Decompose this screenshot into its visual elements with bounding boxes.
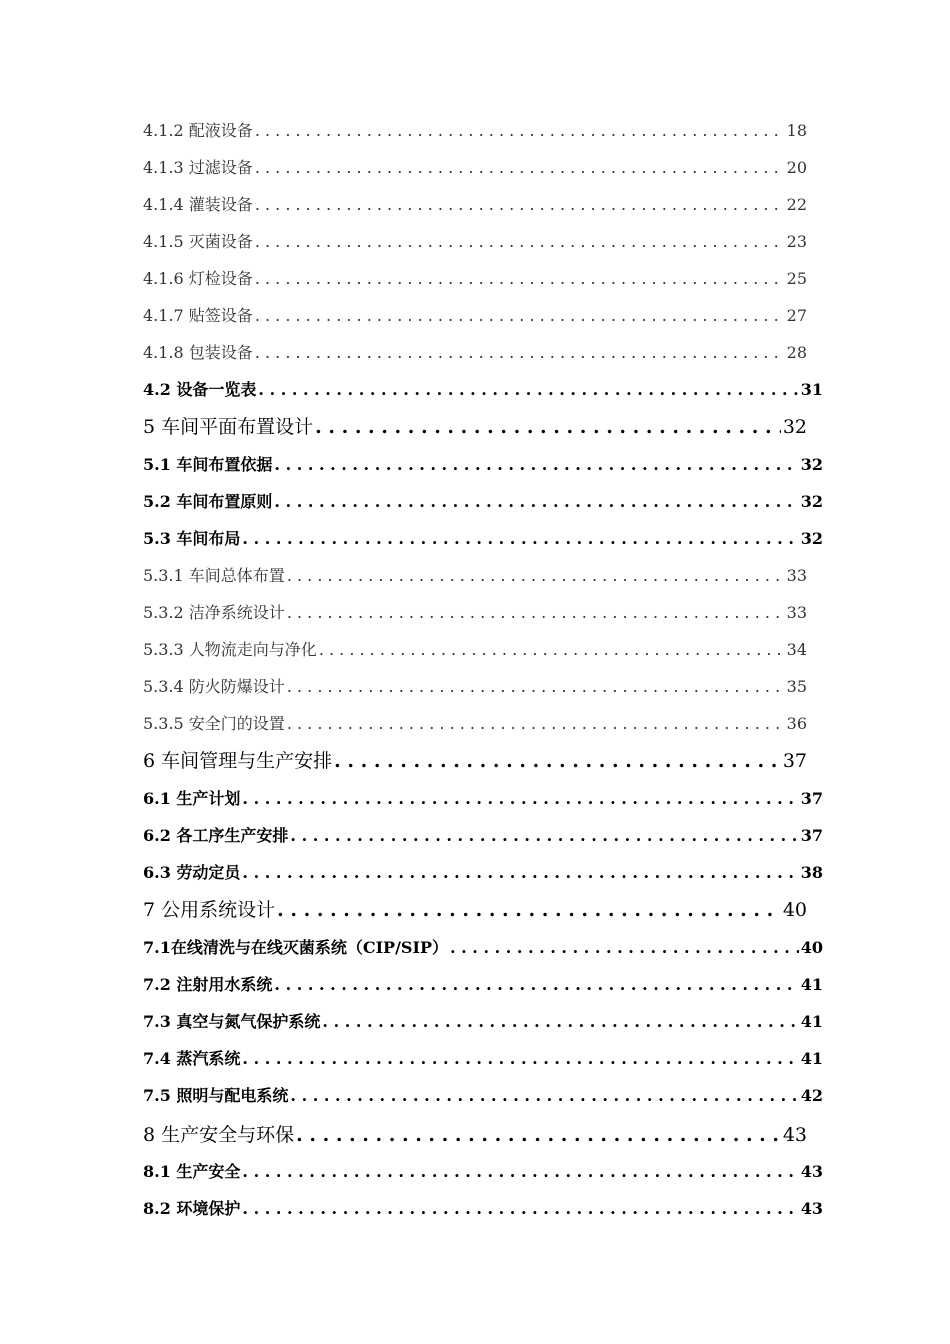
toc-entry	[143, 563, 807, 586]
toc-entry	[143, 823, 823, 846]
toc-page-number: 43	[800, 1199, 823, 1218]
toc-entry	[143, 600, 807, 623]
toc-page-number: 25	[786, 269, 807, 288]
toc-entry	[143, 1159, 823, 1182]
toc-entry-label: 7.2 注射用水系统	[143, 975, 273, 994]
toc-leader-dots	[287, 714, 785, 733]
toc-entry-label: 5.1 车间布置依据	[143, 455, 273, 474]
toc-chapter-entry	[143, 1120, 807, 1147]
toc-page-number: 42	[800, 1086, 823, 1105]
toc-leader-dots	[242, 1162, 798, 1181]
toc-leader-dots	[274, 975, 798, 994]
toc-entry-label: 8 生产安全与环保	[143, 1124, 295, 1146]
toc-leader-dots	[296, 1124, 781, 1146]
toc-entry	[143, 118, 807, 141]
toc-leader-dots	[322, 1012, 798, 1031]
toc-page-number: 32	[782, 416, 807, 438]
toc-leader-dots	[255, 343, 785, 362]
toc-entry-label: 7.1在线清洗与在线灭菌系统（CIP/SIP）	[143, 938, 449, 957]
toc-chapter-entry	[143, 412, 807, 439]
toc-entry-label: 5.3 车间布局	[143, 529, 241, 548]
toc-entry-label: 4.2 设备一览表	[143, 380, 257, 399]
toc-page-number: 41	[800, 975, 823, 994]
toc-entry	[143, 935, 823, 958]
toc-leader-dots	[334, 750, 781, 772]
toc-entry	[143, 229, 807, 252]
toc-entry-label: 7 公用系统设计	[143, 899, 276, 921]
toc-entry	[143, 1046, 823, 1069]
toc-leader-dots	[287, 566, 785, 585]
toc-entry-label: 5.3.3 人物流走向与净化	[143, 640, 317, 659]
toc-leader-dots	[255, 195, 785, 214]
toc-page-number: 37	[782, 750, 807, 772]
toc-leader-dots	[287, 677, 785, 696]
toc-entry-label: 4.1.2 配液设备	[143, 121, 253, 140]
toc-page-number: 32	[800, 455, 823, 474]
toc-leader-dots	[274, 492, 798, 511]
toc-entry	[143, 674, 807, 697]
toc-leader-dots	[242, 529, 798, 548]
toc-page-number: 18	[786, 121, 807, 140]
toc-entry-label: 6 车间管理与生产安排	[143, 750, 333, 772]
toc-entry	[143, 377, 823, 400]
toc-entry	[143, 711, 807, 734]
toc-leader-dots	[450, 938, 799, 957]
toc-page-number: 43	[782, 1124, 807, 1146]
toc-page-number: 28	[786, 343, 807, 362]
toc-leader-dots	[290, 1086, 798, 1105]
toc-page-number: 38	[800, 863, 823, 882]
toc-entry-label: 5.3.5 安全门的设置	[143, 714, 285, 733]
toc-entry	[143, 972, 823, 995]
toc-page-number: 23	[786, 232, 807, 251]
toc-entry-label: 5 车间平面布置设计	[143, 416, 314, 438]
toc-entry-label: 4.1.7 贴签设备	[143, 306, 253, 325]
toc-page-number: 33	[786, 566, 807, 585]
toc-entry-label: 7.4 蒸汽系统	[143, 1049, 241, 1068]
toc-entry-label: 6.1 生产计划	[143, 789, 241, 808]
toc-entry	[143, 452, 823, 475]
toc-leader-dots	[258, 380, 798, 399]
toc-leader-dots	[255, 158, 785, 177]
toc-entry	[143, 860, 823, 883]
toc-entry	[143, 340, 807, 363]
toc-leader-dots	[255, 306, 785, 325]
toc-entry-label: 4.1.3 过滤设备	[143, 158, 253, 177]
toc-entry	[143, 786, 823, 809]
toc-page-number: 34	[786, 640, 807, 659]
toc-entry	[143, 192, 807, 215]
toc-page-number: 32	[800, 529, 823, 548]
toc-entry-label: 6.3 劳动定员	[143, 863, 241, 882]
toc-entry	[143, 303, 807, 326]
toc-entry-label: 6.2 各工序生产安排	[143, 826, 289, 845]
toc-page-number: 35	[786, 677, 807, 696]
toc-entry-label: 4.1.6 灯检设备	[143, 269, 253, 288]
toc-leader-dots	[255, 269, 785, 288]
toc-leader-dots	[242, 863, 798, 882]
toc-leader-dots	[290, 826, 798, 845]
toc-leader-dots	[315, 416, 781, 438]
toc-page-number: 41	[800, 1012, 823, 1031]
toc-entry-label: 4.1.8 包装设备	[143, 343, 253, 362]
toc-page-number: 41	[800, 1049, 823, 1068]
toc-page-number: 40	[800, 938, 823, 957]
toc-entry-label: 8.1 生产安全	[143, 1162, 241, 1181]
toc-leader-dots	[242, 789, 798, 808]
toc-entry	[143, 155, 807, 178]
toc-leader-dots	[242, 1199, 798, 1218]
toc-entry	[143, 266, 807, 289]
toc-page-number: 37	[800, 826, 823, 845]
toc-entry	[143, 489, 823, 512]
toc-entry-label: 5.3.1 车间总体布置	[143, 566, 285, 585]
toc-page-number: 22	[786, 195, 807, 214]
toc-entry	[143, 637, 807, 660]
toc-entry-label: 7.5 照明与配电系统	[143, 1086, 289, 1105]
toc-leader-dots	[319, 640, 785, 659]
toc-leader-dots	[287, 603, 785, 622]
toc-page-number: 31	[800, 380, 823, 399]
toc-entry-label: 5.2 车间布置原则	[143, 492, 273, 511]
toc-page-number: 27	[786, 306, 807, 325]
toc-page-number: 33	[786, 603, 807, 622]
toc-page-number: 43	[800, 1162, 823, 1181]
toc-page-number: 37	[800, 789, 823, 808]
toc-leader-dots	[255, 232, 785, 251]
toc-entry	[143, 526, 823, 549]
toc-page-number: 20	[786, 158, 807, 177]
toc-entry-label: 4.1.5 灭菌设备	[143, 232, 253, 251]
toc-entry	[143, 1196, 823, 1219]
toc-chapter-entry	[143, 895, 807, 922]
toc-leader-dots	[277, 899, 781, 921]
toc-page-number: 40	[782, 899, 807, 921]
toc-leader-dots	[242, 1049, 798, 1068]
toc-leader-dots	[274, 455, 798, 474]
toc-entry	[143, 1083, 823, 1106]
toc-page-number: 32	[800, 492, 823, 511]
toc-chapter-entry	[143, 746, 807, 773]
toc-entry-label: 8.2 环境保护	[143, 1199, 241, 1218]
toc-entry-label: 5.3.2 洁净系统设计	[143, 603, 285, 622]
toc-entry-label: 4.1.4 灌装设备	[143, 195, 253, 214]
toc-entry	[143, 1009, 823, 1032]
toc-entry-label: 7.3 真空与氮气保护系统	[143, 1012, 321, 1031]
toc-entry-label: 5.3.4 防火防爆设计	[143, 677, 285, 696]
toc-leader-dots	[255, 121, 785, 140]
toc-page-number: 36	[786, 714, 807, 733]
